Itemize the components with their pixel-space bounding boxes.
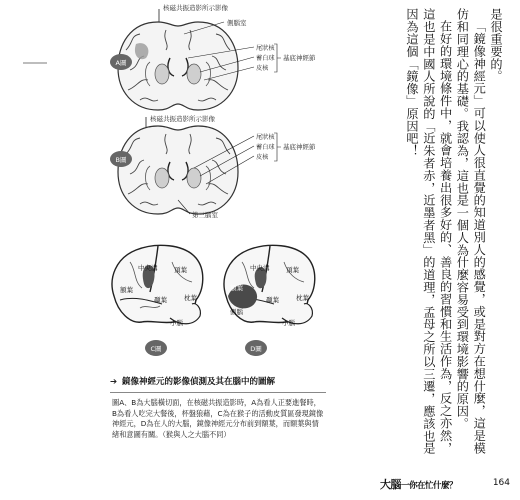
label-basal-ganglia: 基底神經節 <box>283 54 316 62</box>
label-figure-c: C圖 <box>150 345 162 353</box>
label-cortex: 皮核 <box>256 65 269 72</box>
body-text <box>334 8 504 463</box>
d-frontal: 額葉 <box>230 284 243 292</box>
c-central-sulcus: 中央溝 <box>138 264 158 272</box>
label-figure-b: B圖 <box>115 156 127 164</box>
page-number: 164 <box>492 478 510 488</box>
brain-lateral-c <box>112 245 203 356</box>
brain-section-a <box>110 3 316 110</box>
figure-caption <box>110 372 326 482</box>
c-parietal: 頂葉 <box>174 266 187 274</box>
d-temporal: 顳葉 <box>266 296 279 304</box>
margin-tab-mark <box>23 62 47 64</box>
caption-title-row <box>110 372 326 393</box>
caption-title: 鏡像神經元的影像偵測及其在腦中的圖解 <box>121 377 275 387</box>
c-occipital: 枕葉 <box>184 294 197 302</box>
c-temporal: 顳葉 <box>154 296 167 304</box>
label-basal-ganglia-b: 基底神經節 <box>283 143 316 151</box>
label-caudate-b: 尾狀核 <box>256 134 275 141</box>
d-central-sulcus: 中央溝 <box>250 264 270 272</box>
brand-sub: 一你在忙什麼？ <box>401 481 458 491</box>
brain-figure <box>100 0 325 370</box>
d-parietal: 頂葉 <box>286 266 299 274</box>
caption-body: 圖A、B為大腦橫切面，在核磁共振造影時，A為看人正要進餐時，B為看人吃完大餐後，杯盤狼藉，C為在猴子的活動皮質區發現鏡像神經元，D為在人的大腦，鏡像神經元分布前到額葉，而額葉與情緒和意圖有關。（猴與人之大腦不同） <box>112 398 324 439</box>
book-brand <box>380 476 457 492</box>
body-paragraph-2: 「鏡像神經元」可以使人很直覺的知道別人的感覺，或是對方在想什麼，這是模仿和同理心的基礎。我認為，這也是一個人為什麼容易受到環境影響的原因。 <box>455 8 487 455</box>
caption-arrow-icon: ➔ <box>110 377 118 387</box>
brain-section-b <box>110 114 316 219</box>
label-caudate: 尾狀核 <box>256 45 275 52</box>
d-occipital: 枕葉 <box>296 294 309 302</box>
label-fmri-b: 核磁共振造影所示影像 <box>150 115 215 123</box>
brain-illustration <box>100 0 325 370</box>
brain-lateral-d <box>224 245 315 356</box>
d-lateral: 側腦 <box>230 308 243 316</box>
label-third-ventricle: 第三腦室 <box>192 211 218 219</box>
c-frontal: 額葉 <box>120 286 133 294</box>
brand-main: 大腦 <box>380 478 401 491</box>
c-cerebellum: 小腦 <box>170 319 183 327</box>
body-paragraph-1: 是很重要的。 <box>489 8 503 83</box>
label-figure-d: D圖 <box>250 345 262 353</box>
page-footer <box>380 474 510 496</box>
label-figure-a: A圖 <box>115 59 127 67</box>
label-cortex-b: 皮核 <box>256 154 269 161</box>
label-putamen-b: 蓄白球 <box>256 144 275 151</box>
label-fmri-a: 核磁共振造影所示影像 <box>163 4 228 12</box>
body-paragraph-3: 在好的環境條件中，就會培養出很多好的、善良的習慣和生活作為，反之亦然，這也是中國人所說的「近朱者赤，近墨者黑」的道理，孟母之所以三遷，應該也是因為這個「鏡像」原因吧！ <box>405 8 453 455</box>
d-cerebellum: 小腦 <box>282 319 295 327</box>
label-lateral-ventricle: 側腦室 <box>227 19 247 27</box>
label-putamen: 蓄白球 <box>256 55 275 62</box>
